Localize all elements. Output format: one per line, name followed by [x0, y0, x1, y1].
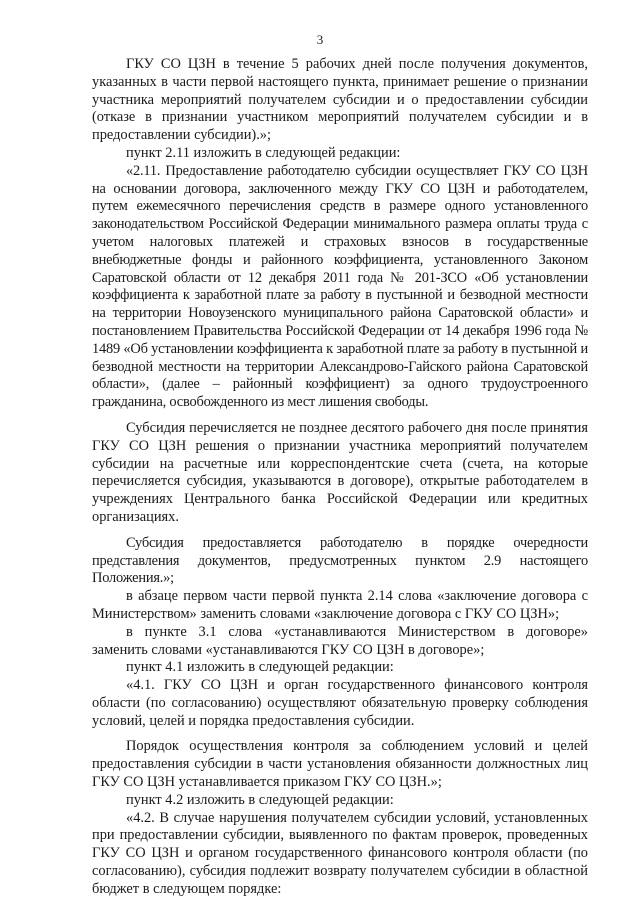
paragraph-clause-4-2: «4.2. В случае нарушения получателем субсидии условий, установленных при предоставлении субсидии, выявленного по фактам проверок, проведенных ГКУ СО ЦЗН и органом государственного финансового контроля области (по согласованию), субсидия подлежит возврату получателем субсидии в областной бюджет в следующем порядке: — [92, 809, 588, 897]
paragraph-subsidy-transfer: Субсидия перечисляется не позднее десятого рабочего дня после принятия ГКУ СО ЦЗН решения о признании участника мероприятий получателем субсидии на расчетные или корреспондентские счета (счета, на которые перечисляется субсидия, указываются в договоре), открытые работодателем в учреждениях Центрального банка Российской Федерации или кредитных организациях. — [92, 419, 588, 525]
document-body — [92, 56, 588, 899]
paragraph-decision-timeline: ГКУ СО ЦЗН в течение 5 рабочих дней после получения документов, указанных в части первой настоящего пункта, принимает решение о признании участника мероприятий получателем субсидии и о предоставлении субсидии (отказе в признании участником мероприятий получателем субсидии и в предоставлении субсидии).»; — [92, 56, 588, 144]
paragraph-amend-3-1: в пункте 3.1 слова «устанавливаются Министерством в договоре» заменить словами «устанавливаются ГКУ СО ЦЗН в договоре»; — [92, 623, 588, 658]
paragraph-amend-2-14: в абзаце первом части первой пункта 2.14 слова «заключение договора с Министерством» заменить словами «заключение договора с ГКУ СО ЦЗН»; — [92, 588, 588, 622]
paragraph-clause-2-11: «2.11. Предоставление работодателю субсидии осуществляет ГКУ СО ЦЗН на основании договора, заключенного между ГКУ СО ЦЗН и работодателем, путем ежемесячного перечисления средств в размере одного установленного законодательством Российской Федерации минимального размера оплаты труда с учетом налоговых платежей и страховых взносов в государственные внебюджетные фонды и районного коэффициента, установленного Законом Саратовской области от 12 декабря 2011 года № 201-ЗСО «Об установлении коэффициента к заработной плате за работу в пустынной и безводной местности на территории Новоузенского муниципального района Саратовской области» и постановлением Правительства Российской Федерации от 14 декабря 1996 года № 1489 «Об установлении коэффициента к заработной плате за работу в пустынной и безводной местности на территории Александрово-Гайского района Саратовской области», (далее – районный коэффициент) за одного трудоустроенного гражданина, освобожденного из мест лишения свободы. — [92, 162, 588, 411]
paragraph-control-procedure: Порядок осуществления контроля за соблюдением условий и целей предоставления субсидии в части установления обязанности должностных лиц ГКУ СО ЦЗН устанавливается приказом ГКУ СО ЦЗН.»; — [92, 738, 588, 791]
paragraph-amend-2-11: пункт 2.11 изложить в следующей редакции: — [126, 144, 401, 161]
paragraph-clause-4-1: «4.1. ГКУ СО ЦЗН и орган государственного финансового контроля области (по согласованию) осуществляют обязательную проверку соблюдения условий, целей и порядка предоставления субсидии. — [92, 677, 588, 729]
paragraph-amend-4-2: пункт 4.2 изложить в следующей редакции: — [126, 791, 394, 808]
page-number: 3 — [316, 32, 324, 47]
paragraph-subsidy-order: Субсидия предоставляется работодателю в порядке очередности представления документов, предусмотренных пунктом 2.9 настоящего Положения.»; — [92, 534, 588, 587]
paragraph-amend-4-1: пункт 4.1 изложить в следующей редакции: — [126, 659, 394, 676]
